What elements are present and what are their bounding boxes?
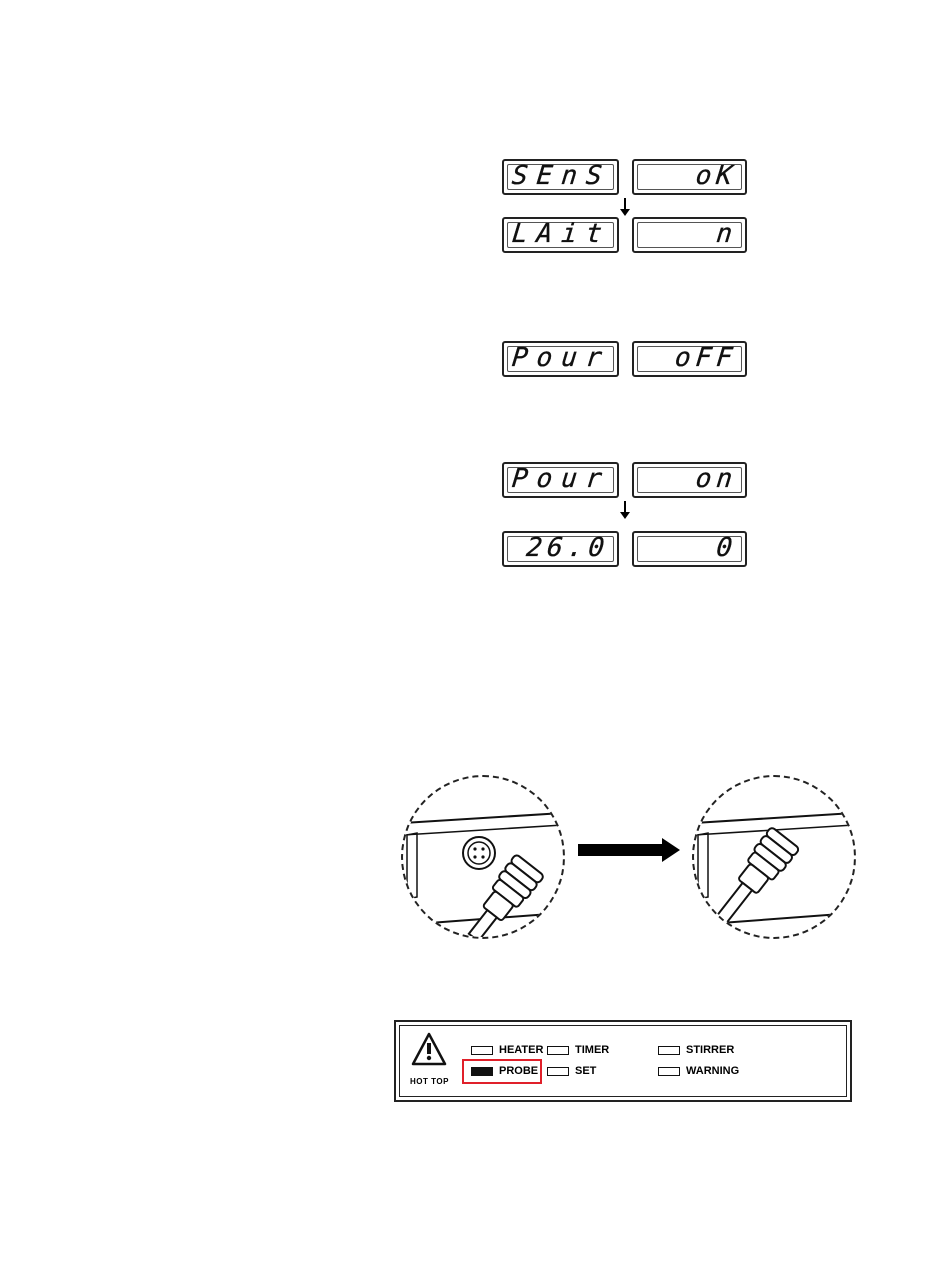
indicator-panel (394, 1020, 852, 1102)
lcd-text: Pour (510, 343, 613, 373)
indicator-probe (471, 1065, 538, 1077)
probe-plugged-illustration (692, 775, 856, 939)
indicator-label: HEATER (499, 1044, 544, 1056)
lcd-text: oK (694, 161, 739, 191)
lcd-display-right-n (632, 217, 747, 253)
indicator-label: PROBE (499, 1065, 539, 1077)
indicator-label: STIRRER (686, 1044, 735, 1056)
arrow-down-icon (624, 198, 626, 210)
indicator-set (547, 1065, 596, 1077)
indicator-label: TIMER (575, 1044, 610, 1056)
indicator-heater (471, 1044, 543, 1056)
arrow-down-icon (624, 501, 626, 513)
hot-top-label: HOT TOP (410, 1077, 449, 1086)
lcd-display-right-off (632, 341, 747, 377)
lcd-text: oFF (673, 343, 739, 373)
lcd-text: LAit (510, 219, 613, 249)
stirrer-led (658, 1046, 680, 1055)
hot-top-warning-icon (411, 1032, 447, 1071)
lcd-text: Pour (510, 464, 613, 494)
lcd-display-left-pour-on (502, 462, 619, 498)
probe-unplugged-illustration (401, 775, 565, 939)
indicator-label: WARNING (686, 1065, 740, 1077)
set-led (547, 1067, 569, 1076)
timer-led (547, 1046, 569, 1055)
lcd-text: n (714, 219, 739, 249)
indicator-timer (547, 1044, 609, 1056)
lcd-display-right-ok (632, 159, 747, 195)
lcd-text: SEnS (510, 161, 613, 191)
lcd-display-left-temp (502, 531, 619, 567)
lcd-display-right-zero (632, 531, 747, 567)
lcd-text: 26.0 (524, 533, 611, 563)
lcd-text: on (694, 464, 739, 494)
lcd-display-left-lait (502, 217, 619, 253)
lcd-display-left-sens (502, 159, 619, 195)
warning-led (658, 1067, 680, 1076)
indicator-stirrer (658, 1044, 734, 1056)
right-arrow-icon (578, 838, 680, 867)
indicator-label: SET (575, 1065, 597, 1077)
lcd-text: 0 (714, 533, 739, 563)
lcd-display-right-on (632, 462, 747, 498)
probe-led (471, 1067, 493, 1076)
indicator-warning (658, 1065, 739, 1077)
lcd-display-left-pour (502, 341, 619, 377)
heater-led (471, 1046, 493, 1055)
